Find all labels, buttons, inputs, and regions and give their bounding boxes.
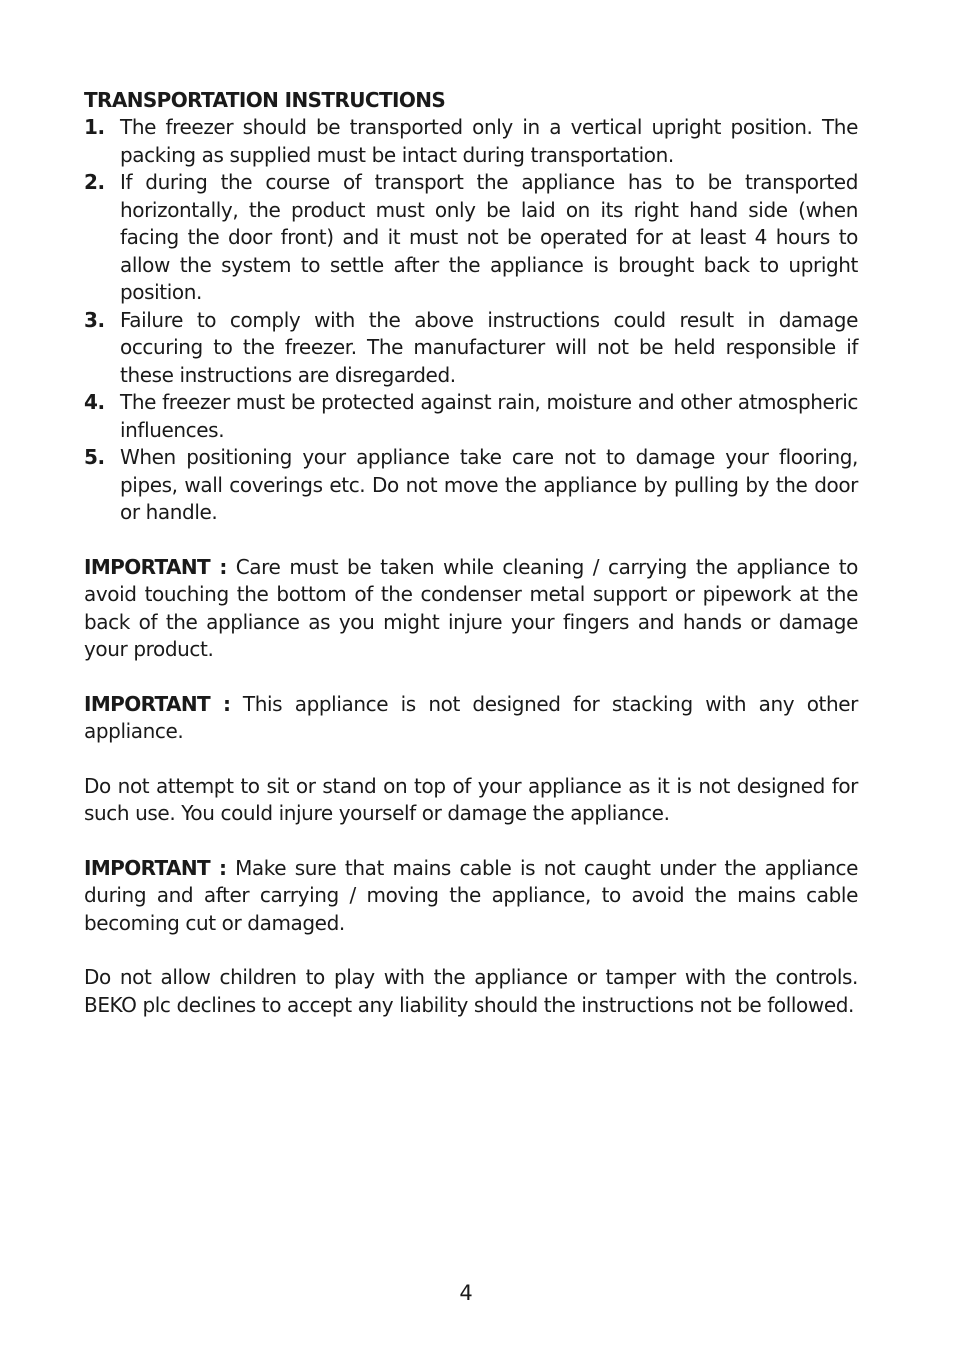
step-number: 2. (84, 170, 105, 194)
step-number: 5. (84, 445, 105, 469)
sit-stand-notice: Do not attempt to sit or stand on top of your appliance as it is not designed for such use. You could injure yourself or damage the appliance. (84, 773, 858, 825)
step-text: The freezer should be transported only in a vertical upright position. The packing as supplied must be intact during transportation. (120, 115, 858, 167)
step-number: 1. (84, 115, 105, 139)
step-text: Failure to comply with the above instructions could result in damage occuring to the freezer. The manufacturer will not be held responsible if these instructions are disregarded. (120, 307, 858, 387)
page-number: 4 (459, 1281, 473, 1305)
step-text: If during the course of transport the appliance has to be transported horizontally, the product must only be laid on its right hand side (when facing the door front) and it must not be operated for at least 4 hours to allow the system to settle after the appliance is brought back to upright position. (120, 170, 858, 304)
step-number: 3. (84, 307, 105, 332)
list-item (84, 169, 858, 307)
step-text: When positioning your appliance take care not to damage your flooring, pipes, wall coverings etc. Do not move the appliance by pulling by the door or handle. (120, 445, 858, 524)
important-cable-paragraph (84, 855, 858, 938)
important-cleaning-paragraph (84, 554, 858, 664)
document-page (84, 86, 858, 1019)
important-text: This appliance is not designed for stacking with any other appliance. (84, 691, 858, 743)
important-label: IMPORTANT : (84, 691, 231, 716)
important-label: IMPORTANT : (84, 554, 227, 579)
list-item (84, 307, 858, 390)
important-stacking-paragraph (84, 691, 858, 746)
list-item (84, 444, 858, 527)
important-text: Make sure that mains cable is not caught under the appliance during and after carrying / moving the appliance, to avoid the mains cable becoming cut or damaged. (84, 855, 858, 935)
section-heading: TRANSPORTATION INSTRUCTIONS (84, 88, 446, 112)
list-item (84, 114, 858, 169)
list-item (84, 389, 858, 444)
step-text: The freezer must be protected against rain, moisture and other atmospheric influences. (120, 390, 858, 442)
children-liability-notice: Do not allow children to play with the appliance or tamper with the controls. BEKO plc declines to accept any liability should the instructions not be followed. (84, 965, 858, 1017)
important-text: Care must be taken while cleaning / carrying the appliance to avoid touching the bottom of the condenser metal support or pipework at the back of the appliance as you might injure your fingers and hands or damage your product. (84, 554, 858, 661)
transport-steps-list (84, 114, 858, 527)
important-label: IMPORTANT : (84, 855, 227, 880)
step-number: 4. (84, 390, 105, 414)
